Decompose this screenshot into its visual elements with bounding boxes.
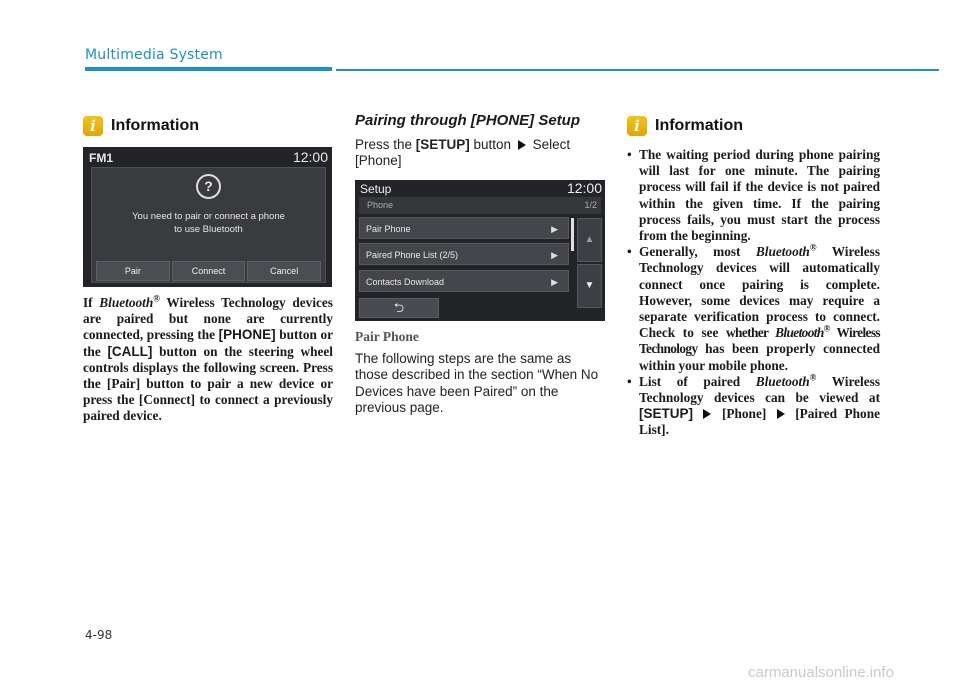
column-2: [355, 112, 605, 416]
setup-phone-screen: [355, 180, 605, 321]
dialog-buttons: [96, 261, 321, 281]
connect-button[interactable]: Connect: [172, 261, 246, 281]
scroll-up-button[interactable]: ▲: [577, 218, 602, 262]
page-indicator: 1/2: [584, 199, 597, 210]
info-header: [627, 115, 880, 137]
column-3: [627, 115, 880, 439]
info-header: [83, 115, 333, 137]
no-device-screen: [83, 147, 332, 287]
question-icon: ?: [196, 174, 221, 199]
info-icon: i: [83, 116, 103, 136]
screen-title: Setup: [360, 181, 392, 196]
subsection-heading: Pair Phone: [355, 328, 419, 344]
list-item: • Generally, most Bluetooth® Wireless Technology devices will automatically connect once pairing is complete. However, some devices may require a separate verification process to connect. Check to see whether Bluetooth® Wireless Technology has been properly connected within your mobile phone.: [627, 244, 880, 374]
clock: 12:00: [566, 179, 602, 196]
watermark: carmanualsonline.info: [748, 664, 894, 681]
list-item: • List of paired Bluetooth® Wireless Technology devices can be viewed at [SETUP] [Phone] [Paired Phone List].: [627, 374, 880, 439]
menu-item-paired-phone-list[interactable]: Paired Phone List (2/5) ▶: [359, 243, 569, 265]
pair-dialog: [91, 167, 326, 283]
screen-subtitle: Phone: [367, 199, 394, 210]
section-title: Multimedia System: [85, 47, 223, 63]
scroll-down-button[interactable]: ▼: [577, 264, 602, 308]
column-1: [83, 115, 333, 425]
clock: 12:00: [292, 149, 328, 165]
menu-item-pair-phone[interactable]: Pair Phone ▶: [359, 217, 569, 239]
info-bullet-list: [627, 147, 880, 439]
list-item: • The waiting period during phone pairing will last for one minute. The pairing process will fail if the device is not paired within the given time. If the pairing process fails, you must start the process from the beginning.: [627, 147, 880, 244]
info-title: Information: [111, 117, 199, 134]
arrow-right-icon: [518, 140, 526, 150]
section-heading: Pairing through [PHONE] Setup: [355, 112, 580, 129]
header-rule-thick: [85, 67, 332, 71]
page-number: 4-98: [85, 628, 113, 642]
radio-source-label: FM1: [89, 151, 113, 165]
scrollbar[interactable]: [571, 218, 574, 251]
info-icon: i: [627, 116, 647, 136]
back-button[interactable]: ⮌: [359, 298, 439, 318]
arrow-right-icon: [777, 409, 785, 419]
dialog-message: You need to pair or connect a phone to use Bluetooth: [132, 211, 285, 235]
header-rule-thin: [336, 69, 939, 71]
info-paragraph: If Bluetooth® Wireless Technology devices are paired but none are currently connected, pressing the [PHONE] button or the [CALL] button on the steering wheel controls displays the following screen. Press the [Pair] button to pair a new device or press the [Connect] to connect a previously paired device.: [83, 293, 333, 424]
pair-button[interactable]: Pair: [96, 261, 170, 281]
chevron-right-icon: ▶: [551, 249, 558, 260]
chevron-right-icon: ▶: [551, 223, 558, 234]
menu-item-contacts-download[interactable]: Contacts Download ▶: [359, 270, 569, 292]
cancel-button[interactable]: Cancel: [247, 261, 321, 281]
pair-phone-text: The following steps are the same as those described in the section “When No Devices have been Paired” on the previous page.: [355, 350, 599, 416]
arrow-right-icon: [703, 409, 711, 419]
chevron-right-icon: ▶: [551, 276, 558, 287]
screen-subtitle-bar: [359, 197, 601, 214]
info-title: Information: [655, 117, 743, 134]
setup-instruction: Press the [SETUP] button Select [Phone]: [355, 137, 571, 169]
